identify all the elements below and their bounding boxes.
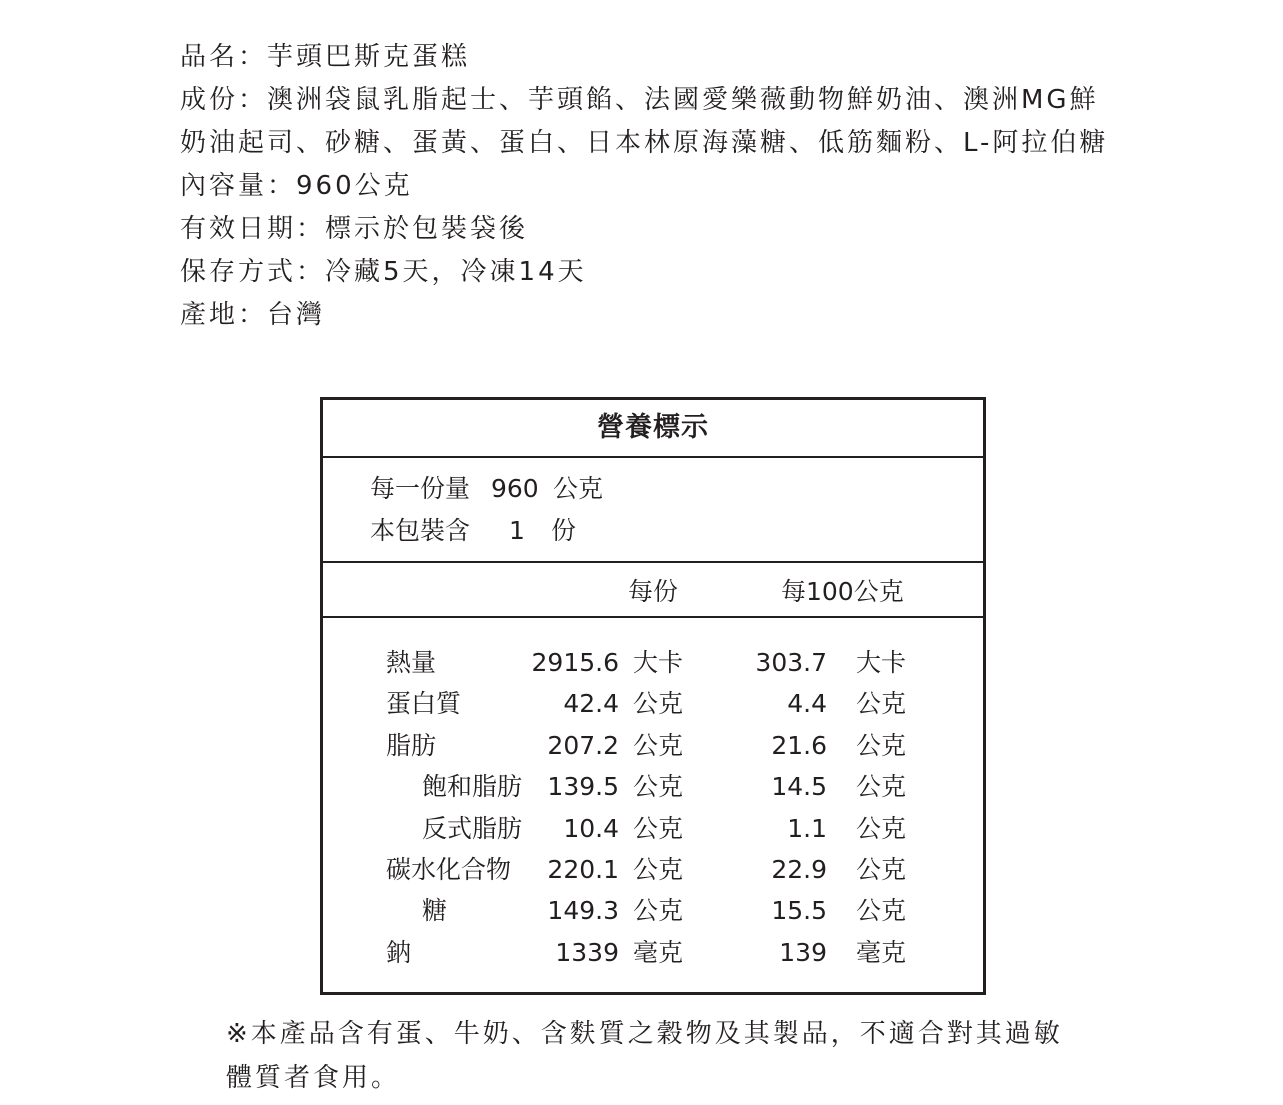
serving-size-unit: 公克: [553, 474, 604, 503]
nutrient-per-serving: 149.3: [547, 896, 619, 925]
nutrient-per-serving-unit: 公克: [633, 855, 684, 884]
nutrient-per-serving-unit: 公克: [633, 689, 684, 718]
expiry-date: 有效日期：標示於包裝袋後: [180, 214, 529, 244]
product-info: [180, 36, 1110, 337]
nutrient-name: 熱量: [386, 648, 437, 677]
nutrient-per-serving: 139.5: [547, 772, 619, 801]
nutrition-title: 營養標示: [597, 412, 709, 443]
origin: 產地：台灣: [180, 300, 326, 330]
nutrient-per-100g-unit: 公克: [856, 814, 907, 843]
nutrient-per-serving: 220.1: [547, 855, 619, 884]
nutrient-name: 糖: [422, 896, 448, 925]
servings-value: 1: [509, 516, 525, 545]
nutrient-per-100g-unit: 公克: [856, 896, 907, 925]
divider: [323, 616, 983, 618]
nutrient-per-100g: 139: [779, 938, 827, 967]
servings-label: 本包裝含: [370, 516, 471, 545]
servings-unit: 份: [551, 516, 577, 545]
divider: [323, 561, 983, 563]
serving-size-value: 960: [491, 474, 539, 503]
nutrient-per-serving-unit: 公克: [633, 896, 684, 925]
allergen-note: ※本產品含有蛋、牛奶、含麩質之穀物及其製品，不適合對其過敏體質者食用。: [226, 1019, 1063, 1093]
col-per-serving: 每份: [628, 577, 679, 606]
nutrient-per-100g: 303.7: [755, 648, 827, 677]
nutrient-per-100g: 14.5: [771, 772, 827, 801]
net-content: 內容量：960公克: [180, 171, 413, 201]
divider: [323, 456, 983, 458]
nutrient-per-100g: 15.5: [771, 896, 827, 925]
nutrient-name: 飽和脂肪: [422, 772, 523, 801]
nutrient-per-100g-unit: 大卡: [856, 648, 907, 677]
ingredients: 成份：澳洲袋鼠乳脂起士、芋頭餡、法國愛樂薇動物鮮奶油、澳洲MG鮮奶油起司、砂糖、蛋黃、蛋白、日本林原海藻糖、低筋麵粉、L-阿拉伯糖: [180, 85, 1109, 158]
nutrient-name: 脂肪: [386, 731, 437, 760]
serving-size-label: 每一份量: [370, 474, 471, 503]
nutrient-per-100g: 4.4: [787, 689, 827, 718]
nutrient-name: 蛋白質: [386, 689, 462, 718]
nutrient-name: 反式脂肪: [422, 814, 523, 843]
nutrient-per-100g: 21.6: [771, 731, 827, 760]
nutrient-per-100g-unit: 公克: [856, 772, 907, 801]
nutrient-per-100g-unit: 公克: [856, 689, 907, 718]
nutrient-per-serving: 10.4: [563, 814, 619, 843]
nutrition-facts-table: [320, 397, 986, 995]
nutrient-per-100g: 22.9: [771, 855, 827, 884]
nutrient-per-serving-unit: 公克: [633, 814, 684, 843]
nutrient-per-serving-unit: 大卡: [633, 648, 684, 677]
storage-method: 保存方式：冷藏5天，冷凍14天: [180, 257, 587, 287]
nutrient-per-100g-unit: 公克: [856, 855, 907, 884]
nutrient-per-100g-unit: 公克: [856, 731, 907, 760]
nutrient-per-100g: 1.1: [787, 814, 827, 843]
nutrient-name: 鈉: [386, 938, 412, 967]
nutrient-per-serving: 42.4: [563, 689, 619, 718]
product-name: 品名：芋頭巴斯克蛋糕: [180, 42, 471, 72]
nutrient-per-serving: 207.2: [547, 731, 619, 760]
col-per-100g: 每100公克: [781, 577, 904, 606]
nutrient-name: 碳水化合物: [386, 855, 512, 884]
nutrient-per-serving: 1339: [555, 938, 619, 967]
nutrient-per-serving-unit: 公克: [633, 731, 684, 760]
nutrient-per-serving-unit: 公克: [633, 772, 684, 801]
nutrient-per-100g-unit: 毫克: [856, 938, 907, 967]
nutrient-per-serving-unit: 毫克: [633, 938, 684, 967]
nutrient-per-serving: 2915.6: [531, 648, 619, 677]
